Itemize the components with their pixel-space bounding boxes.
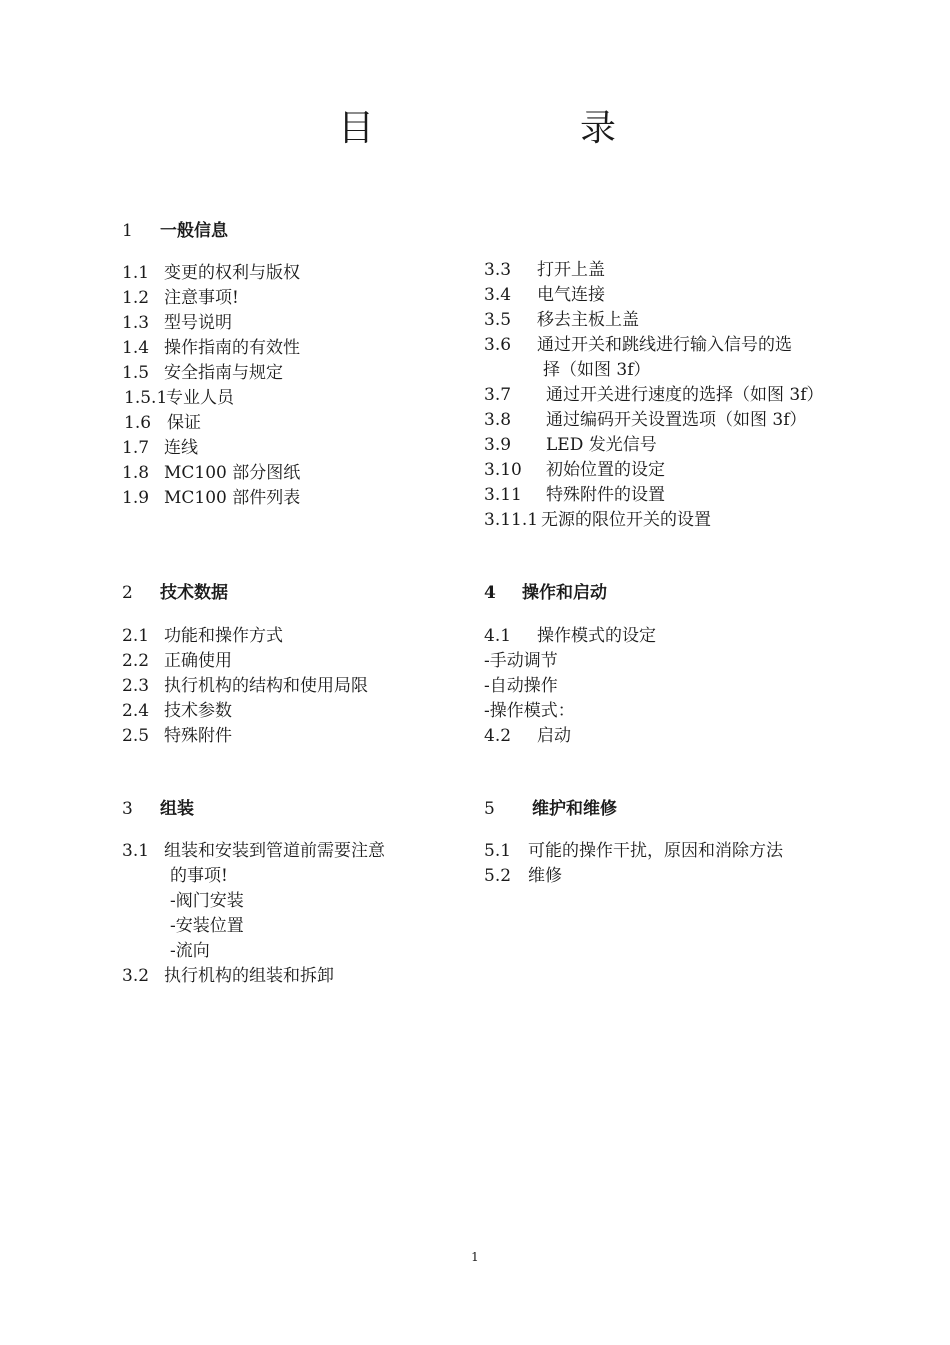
toc-item [484, 458, 824, 483]
toc-item-text: 执行机构的结构和使用局限 [164, 676, 368, 696]
toc-item-text: 连线 [164, 438, 198, 458]
toc-item [484, 408, 824, 433]
toc-item [122, 361, 300, 386]
toc-item-number: 3.4 [484, 285, 512, 305]
section-label: 操作和启动 [522, 583, 607, 603]
toc-item [122, 486, 300, 511]
toc-item [122, 286, 300, 311]
toc-item-text: 组装和安装到管道前需要注意 [164, 841, 385, 861]
toc-item-number: 3.1 [122, 841, 150, 861]
section-heading-1 [122, 216, 228, 241]
toc-list-section-5 [484, 839, 783, 889]
toc-item-text: 操作指南的有效性 [164, 338, 300, 358]
toc-item-number: 3.3 [484, 260, 512, 280]
toc-item [484, 649, 656, 674]
toc-item-number: 5.1 [484, 841, 512, 861]
toc-item-text: -自动操作 [484, 676, 558, 696]
toc-item [484, 283, 824, 308]
title-char-2: 录 [580, 108, 617, 149]
toc-item [122, 889, 385, 914]
toc-item [484, 839, 783, 864]
toc-item-text: 保证 [167, 413, 201, 433]
section-label: 组装 [160, 799, 194, 819]
toc-item-number: 1.9 [122, 488, 150, 508]
toc-item [122, 674, 368, 699]
toc-item-number: 3.6 [484, 335, 512, 355]
toc-item-text: 通过开关进行速度的选择（如图 3f） [546, 385, 824, 405]
toc-item [484, 383, 824, 408]
toc-item-text: 型号说明 [164, 313, 232, 333]
toc-item-number: 4.1 [484, 626, 512, 646]
toc-item-text: 通过开关和跳线进行输入信号的选 [537, 335, 792, 355]
toc-item-number: 3.7 [484, 385, 512, 405]
toc-item-number: 1.8 [122, 463, 150, 483]
toc-item [122, 864, 385, 889]
section-label: 技术数据 [160, 583, 228, 603]
toc-item-text: 执行机构的组装和拆卸 [164, 966, 334, 986]
toc-item [122, 261, 300, 286]
toc-item [484, 864, 783, 889]
toc-item-text: MC100 部件列表 [164, 488, 301, 508]
toc-item-number: 3.11 [484, 485, 522, 505]
toc-item [122, 724, 368, 749]
toc-item-text: 变更的权利与版权 [164, 263, 300, 283]
toc-item-number: 3.8 [484, 410, 512, 430]
toc-item [484, 483, 824, 508]
toc-item-text: 注意事项! [164, 288, 239, 308]
toc-list-section-2 [122, 624, 368, 749]
toc-item [122, 436, 300, 461]
toc-item [484, 308, 824, 333]
toc-item-text: 无源的限位开关的设置 [541, 510, 711, 530]
toc-item-text: 技术参数 [164, 701, 232, 721]
toc-item-text: 特殊附件 [164, 726, 232, 746]
section-heading-5 [484, 794, 617, 819]
toc-item-text: 移去主板上盖 [537, 310, 639, 330]
toc-item-number: 5.2 [484, 866, 512, 886]
toc-item-text: 择（如图 3f） [543, 360, 651, 380]
toc-item-text: 初始位置的设定 [546, 460, 665, 480]
toc-list-section-4 [484, 624, 656, 749]
toc-item [484, 258, 824, 283]
toc-item-number: 1.3 [122, 313, 150, 333]
toc-item-text: 启动 [537, 726, 571, 746]
toc-item [122, 411, 300, 436]
toc-item-text: 特殊附件的设置 [546, 485, 665, 505]
toc-item-number: 1.5 [122, 363, 150, 383]
toc-list-section-1 [122, 261, 300, 511]
page-number: 1 [471, 1250, 479, 1264]
toc-item-number: 3.9 [484, 435, 512, 455]
section-number: 1 [122, 221, 133, 241]
toc-item-text: 专业人员 [166, 388, 234, 408]
section-heading-2 [122, 578, 228, 603]
toc-item-number: 3.2 [122, 966, 150, 986]
toc-item-text: 维修 [528, 866, 562, 886]
toc-item [122, 939, 385, 964]
toc-item-number: 2.1 [122, 626, 150, 646]
section-heading-3 [122, 794, 194, 819]
section-number: 3 [122, 799, 133, 819]
toc-item-text: -手动调节 [484, 651, 558, 671]
toc-item [122, 839, 385, 864]
toc-item [484, 333, 824, 358]
toc-item [122, 649, 368, 674]
toc-item-number: 2.4 [122, 701, 150, 721]
section-label: 一般信息 [160, 221, 228, 241]
toc-list-section-3 [122, 839, 385, 989]
toc-item [122, 311, 300, 336]
section-label: 维护和维修 [532, 799, 617, 819]
section-number: 2 [122, 583, 133, 603]
toc-item-text: 通过编码开关设置选项（如图 3f） [546, 410, 807, 430]
toc-item-text: 可能的操作干扰，原因和消除方法 [528, 841, 783, 861]
toc-item-number: 2.3 [122, 676, 150, 696]
toc-item-number: 1.1 [122, 263, 150, 283]
toc-item [122, 336, 300, 361]
toc-item-text: 电气连接 [537, 285, 605, 305]
toc-item-number: 3.5 [484, 310, 512, 330]
toc-list-section-3-continued [484, 258, 824, 533]
toc-item [122, 914, 385, 939]
toc-item-number: 1.6 [124, 413, 152, 433]
toc-item-number: 1.5.1 [124, 388, 168, 408]
toc-item-text: LED 发光信号 [546, 435, 657, 455]
toc-item [484, 358, 824, 383]
toc-item [122, 461, 300, 486]
page-title [0, 100, 950, 150]
toc-item-number: 1.2 [122, 288, 150, 308]
toc-item-text: -安装位置 [170, 916, 244, 936]
toc-item-number: 1.7 [122, 438, 150, 458]
toc-item-number: 2.5 [122, 726, 150, 746]
toc-item-number: 3.11.1 [484, 510, 539, 530]
toc-item [122, 386, 300, 411]
toc-item-text: 操作模式的设定 [537, 626, 656, 646]
toc-item-number: 2.2 [122, 651, 150, 671]
section-number: 5 [484, 799, 495, 819]
toc-item-text: 打开上盖 [537, 260, 605, 280]
toc-item-number: 3.10 [484, 460, 522, 480]
toc-item [122, 624, 368, 649]
title-char-1: 目 [338, 108, 375, 149]
toc-item [484, 433, 824, 458]
toc-item [484, 674, 656, 699]
toc-item [484, 508, 824, 533]
toc-item [122, 699, 368, 724]
toc-item-text: 正确使用 [164, 651, 232, 671]
toc-item [122, 964, 385, 989]
section-number: 4 [484, 583, 496, 603]
toc-item-text: MC100 部分图纸 [164, 463, 301, 483]
toc-item-text: 功能和操作方式 [164, 626, 283, 646]
toc-item-number: 1.4 [122, 338, 150, 358]
toc-item [484, 624, 656, 649]
toc-item-text: 的事项! [170, 866, 228, 886]
toc-item-number: 4.2 [484, 726, 512, 746]
toc-item-text: -阀门安装 [170, 891, 244, 911]
toc-item-text: -操作模式： [484, 701, 575, 721]
toc-item [484, 699, 656, 724]
toc-item [484, 724, 656, 749]
toc-item-text: 安全指南与规定 [164, 363, 283, 383]
toc-item-text: -流向 [170, 941, 210, 961]
section-heading-4 [484, 578, 607, 603]
